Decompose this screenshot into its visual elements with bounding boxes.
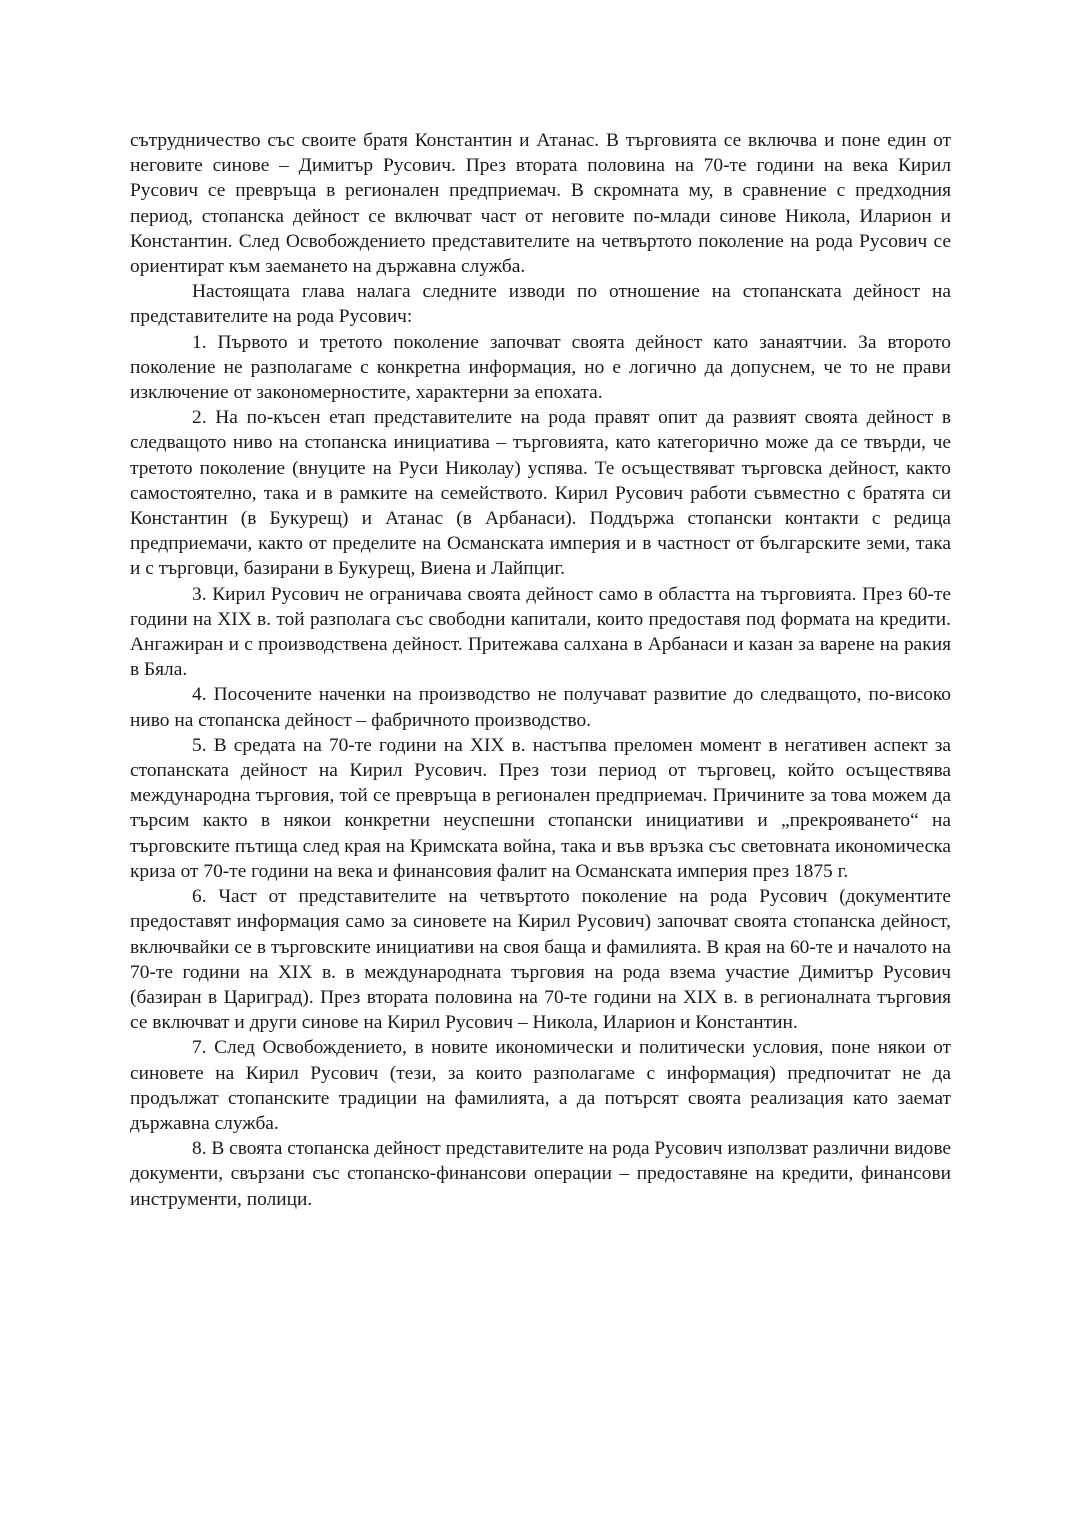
conclusion-item-5: 5. В средата на 70-те години на XIX в. настъпва преломен момент в негативен аспект за стопанската дейност на Кирил Русович. През този период от търговец, който осъществява международна търговия, той се превръща в регионален предприемач. Причините за това можем да търсим както в някои конкретни неуспешни стопански инициативи и „прекрояването“ на търговските пътища след края на Кримската война, така и във връзка със световната икономическа криза от 70-те години на века и финансовия фалит на Османската империя през 1875 г. bbox=[130, 734, 951, 882]
conclusion-item-4: 4. Посочените наченки на производство не получават развитие до следващото, по-високо ниво на стопанска дейност – фабричното производство. bbox=[130, 684, 951, 731]
paragraph-intro: Настоящата глава налага следните изводи по отношение на стопанската дейност на представителите на рода Русович: bbox=[130, 281, 951, 328]
conclusion-item-7: 7. След Освобождението, в новите икономически и политически условия, поне някои от синовете на Кирил Русович (тези, за които разполагаме с информация) предпочитат не да продължат стопанските традиции на фамилията, а да потърсят своята реализация като заемат държавна служба. bbox=[130, 1037, 951, 1134]
conclusion-item-6: 6. Част от представителите на четвъртото поколение на рода Русович (документите предоставят информация само за синовете на Кирил Русович) започват своята стопанска дейност, включвайки се в търговските инициативи на своя баща и фамилията. В края на 60-те и началото на 70-те години на XIX в. в международната търговия на рода взема участие Димитър Русович (базиран в Цариград). През втората половина на 70-те години на XIX в. в регионалната търговия се включват и други синове на Кирил Русович – Никола, Иларион и Константин. bbox=[130, 886, 951, 1034]
document-page bbox=[130, 128, 951, 1212]
conclusion-item-3: 3. Кирил Русович не ограничава своята дейност само в областта на търговията. През 60-те години на XIX в. той разполага със свободни капитали, които предоставя под формата на кредити. Ангажиран и с производствена дейност. Притежава салхана в Арбанаси и казан за варене на ракия в Бяла. bbox=[130, 583, 951, 681]
paragraph-continuation: сътрудничество със своите братя Константин и Атанас. В търговията се включва и поне един от неговите синове – Димитър Русович. През втората половина на 70-те години на века Кирил Русович се превръща в регионален предприемач. В скромната му, в сравнение с предходния период, стопанска дейност се включват част от неговите по-млади синове Никола, Иларион и Константин. След Освобождението представителите на четвъртото поколение на рода Русович се ориентират към заемането на държавна служба. bbox=[130, 130, 951, 278]
conclusion-item-2: 2. На по-късен етап представителите на рода правят опит да развият своята дейност в следващото ниво на стопанска инициатива – търговията, като категорично може да се твърди, че третото поколение (внуците на Руси Николау) успява. Те осъществяват търговска дейност, както самостоятелно, така и в рамките на семейството. Кирил Русович работи съвместно с братята си Константин (в Букурещ) и Атанас (в Арбанаси). Поддържа стопански контакти с редица предприемачи, както от пределите на Османската империя и в частност от българските земи, така и с търговци, базирани в Букурещ, Виена и Лайпциг. bbox=[130, 407, 951, 580]
conclusion-item-8: 8. В своята стопанска дейност представителите на рода Русович използват различни видове документи, свързани със стопанско-финансови операции – предоставяне на кредити, финансови инструменти, полици. bbox=[130, 1138, 951, 1210]
conclusion-item-1: 1. Първото и третото поколение започват своята дейност като занаятчии. За второто поколение не разполагаме с конкретна информация, но е логично да допуснем, че то не прави изключение от закономерностите, характерни за епохата. bbox=[130, 331, 951, 404]
